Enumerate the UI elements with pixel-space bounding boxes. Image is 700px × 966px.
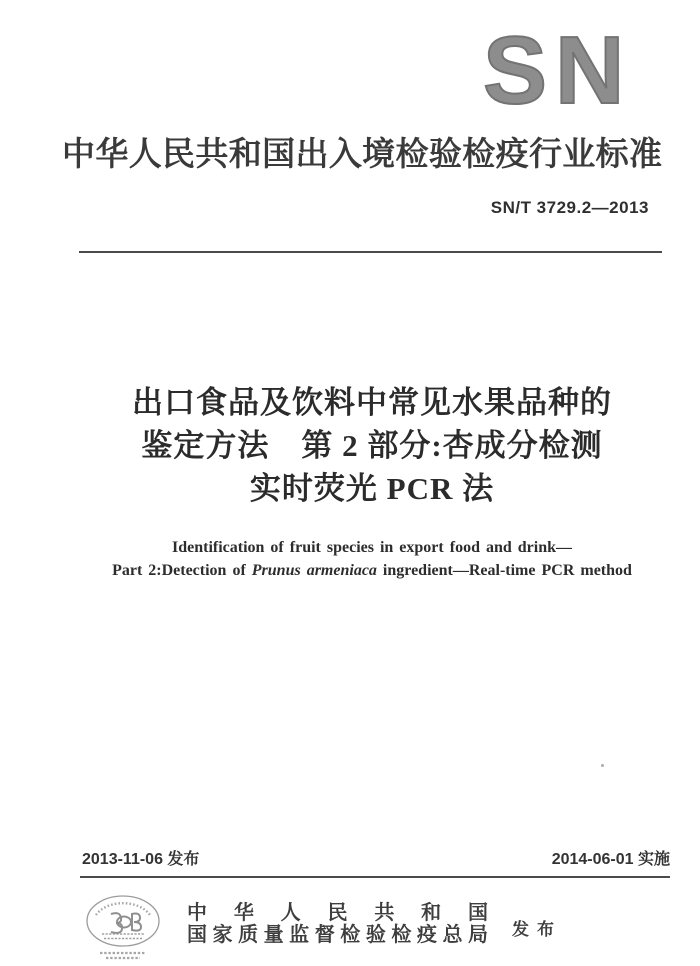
publish-label: 发布 [512, 920, 562, 939]
main-title-line-1: 出口食品及饮料中常见水果品种的 [132, 385, 612, 420]
dates-row [82, 846, 670, 869]
header-title: 中华人民共和国出入境检验检疫行业标准 [62, 135, 662, 172]
main-title-line-3: 实时荧光 PCR 法 [249, 471, 495, 506]
english-title [78, 536, 666, 582]
english-title-line-2-prefix: Part 2:Detection of [112, 562, 252, 579]
latin-species-name: Prunus armeniaca [251, 562, 377, 579]
aqsiq-certification-seal-icon [84, 893, 164, 963]
scan-artifact-dot [601, 764, 604, 767]
issue-date: 2013-11-06 发布 [82, 851, 200, 868]
standard-number: SN/T 3729.2—2013 [490, 198, 649, 217]
publisher-block [187, 903, 488, 945]
top-rule [79, 251, 662, 253]
english-title-line-1: Identification of fruit species in export food and drink— [171, 539, 572, 556]
implementation-date: 2014-06-01 实施 [551, 851, 670, 868]
english-title-line-2-suffix: ingredient—Real-time PCR method [376, 562, 632, 579]
bottom-rule [80, 876, 670, 878]
sn-logo: SN [483, 17, 633, 124]
publisher-agency: 国家质量监督检验检疫总局 [187, 924, 488, 946]
main-title [78, 381, 666, 510]
publisher-country: 中华人民共和国 [187, 902, 488, 924]
main-title-line-2: 鉴定方法 第 2 部分:杏成分检测 [141, 428, 603, 463]
english-title-line-2 [78, 559, 666, 582]
